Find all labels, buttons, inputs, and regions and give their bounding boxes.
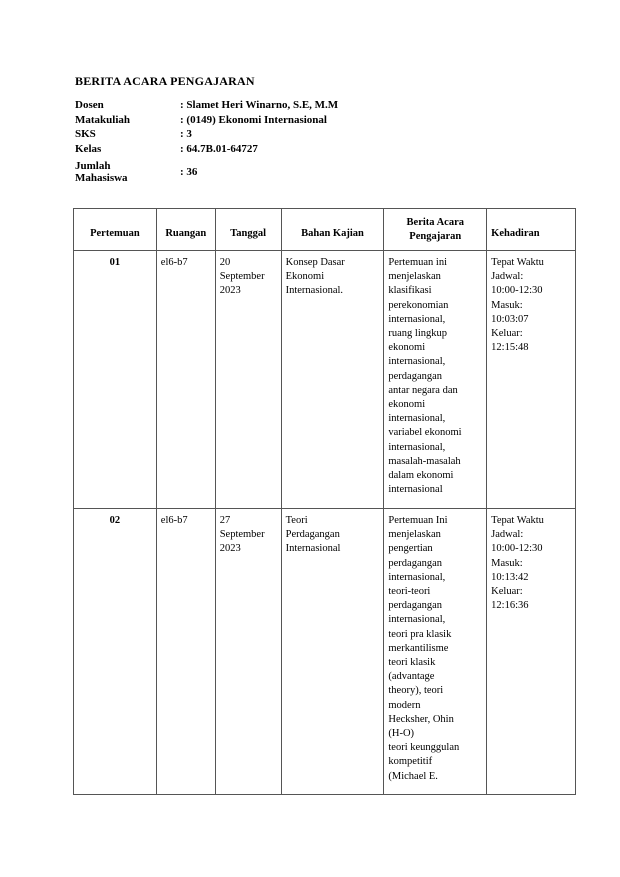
cell-bahan-kajian: Konsep Dasar Ekonomi Internasional. [281,251,384,509]
column-header-bahan-kajian: Bahan Kajian [281,209,384,251]
info-value: : 64.7B.01-64727 [180,142,258,155]
cell-tanggal: 27 September 2023 [215,509,281,795]
column-header-pertemuan: Pertemuan [74,209,157,251]
table-row [74,509,576,795]
cell-ruangan: el6-b7 [156,251,215,509]
teaching-record-table [73,208,576,795]
table-header-row [74,209,576,251]
info-row-sks [75,127,338,142]
cell-pertemuan: 02 [74,509,157,795]
info-label: Kelas [75,142,102,155]
info-row-dosen [75,98,338,113]
column-header-tanggal: Tanggal [215,209,281,251]
cell-berita-acara: Pertemuan ini menjelaskan klasifikasi perekonomian internasional, ruang lingkup ekonomi internasional, perdagangan antar negara dan ekonomi internasional, variabel ekonomi internasional, masalah-masalah dalam ekonomi internasional [384,251,487,509]
info-label: Dosen [75,99,104,112]
cell-kehadiran: Tepat Waktu Jadwal: 10:00-12:30 Masuk: 10:13:42 Keluar: 12:16:36 [487,509,576,795]
info-value: : (0149) Ekonomi Internasional [180,113,327,126]
info-value: : Slamet Heri Winarno, S.E, M.M [180,99,339,112]
info-label: Jumlah Mahasiswa [75,160,128,184]
cell-ruangan: el6-b7 [156,509,215,795]
info-label: Matakuliah [75,113,131,126]
info-value: : 3 [180,128,192,141]
info-row-matakuliah [75,113,338,128]
info-row-jumlah-mahasiswa [75,157,338,187]
course-info [75,98,338,187]
column-header-kehadiran: Kehadiran [487,209,576,251]
cell-berita-acara: Pertemuan Ini menjelaskan pengertian perdagangan internasional, teori-teori perdagangan internasional, teori pra klasik merkantilisme teori klasik (advantage theory), teori modern Hecksher, Ohin (H-O) teori keunggulan kompetitif (Michael E. [384,509,487,795]
column-header-berita-acara: Berita Acara Pengajaran [384,209,487,251]
info-row-kelas [75,142,338,157]
cell-tanggal: 20 September 2023 [215,251,281,509]
info-value: : 36 [180,166,198,178]
column-header-ruangan: Ruangan [156,209,215,251]
cell-kehadiran: Tepat Waktu Jadwal: 10:00-12:30 Masuk: 10:03:07 Keluar: 12:15:48 [487,251,576,509]
info-label: SKS [75,128,96,141]
cell-pertemuan: 01 [74,251,157,509]
table-row [74,251,576,509]
cell-bahan-kajian: Teori Perdagangan Internasional [281,509,384,795]
page-title: BERITA ACARA PENGAJARAN [75,74,255,88]
